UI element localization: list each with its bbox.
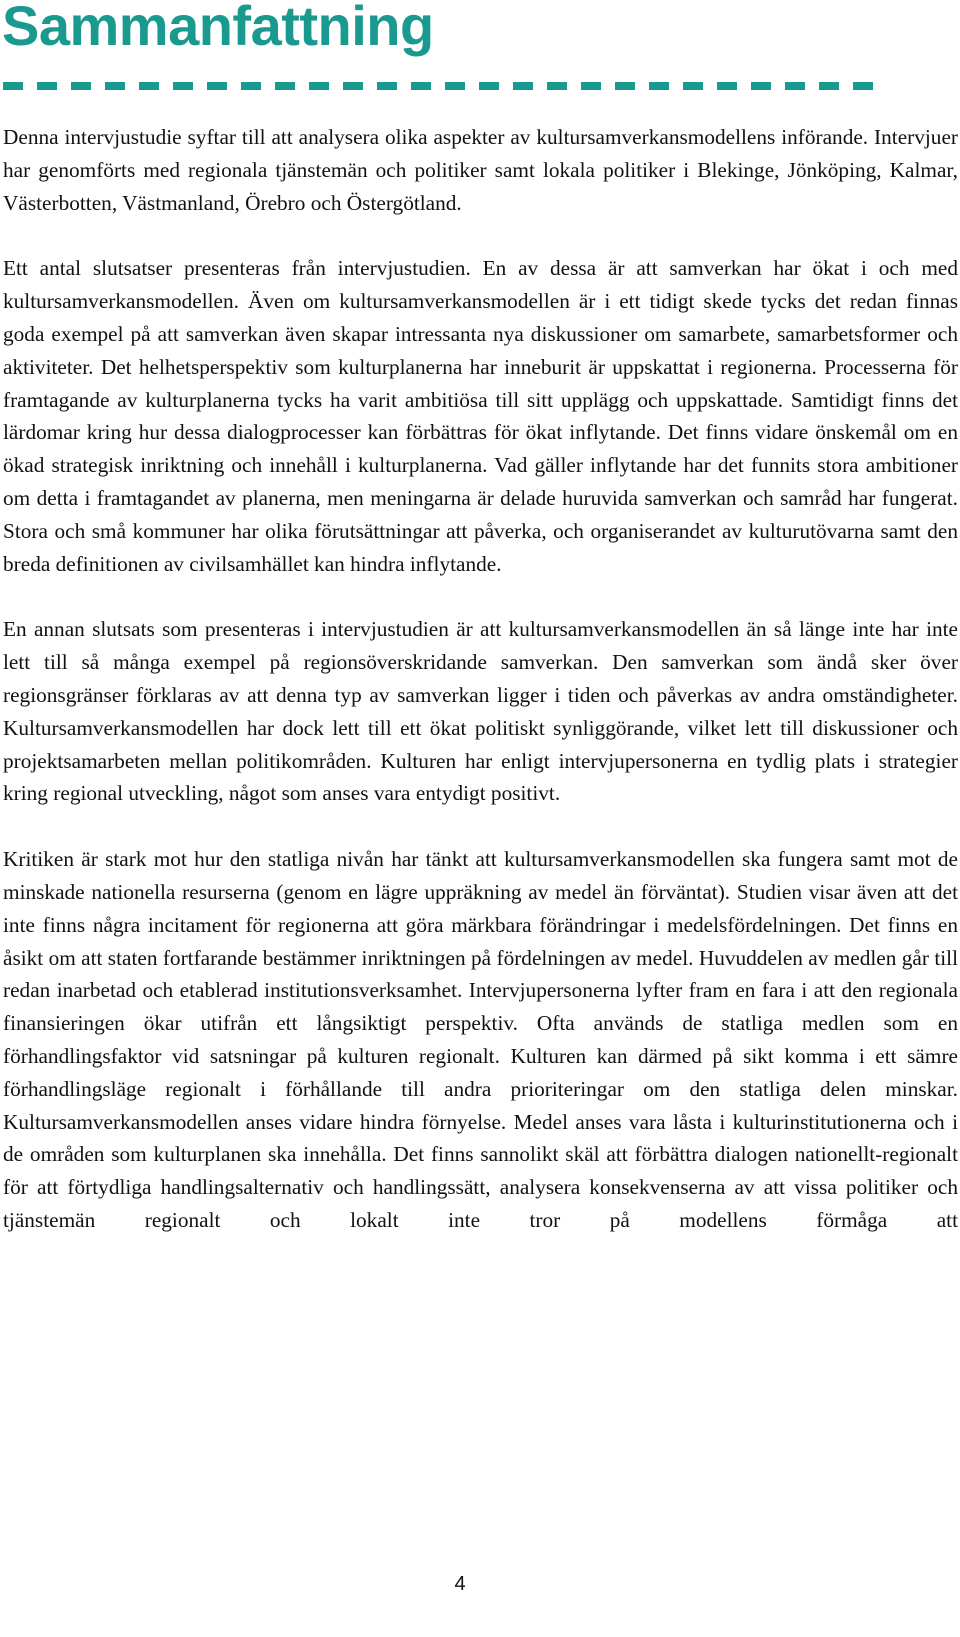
page-number: 4 [454, 1573, 466, 1595]
section-heading: Sammanfattning [2, 0, 434, 57]
paragraph-cross-regional: En annan slutsats som presenteras i intervjustudien är att kultursamverkansmodellen än så länge inte har inte lett till så många exempel på regionsöverskridande samverkan. Den samverkan som ändå sker över regionsgränser förklaras av att denna typ av samverkan ligger i tiden och påverkas av andra omständigheter. Kultursamverkansmodellen har dock lett till ett ökat politiskt synliggörande, vilket lett till diskussioner och projektsamarbeten mellan politikområden. Kulturen har enligt intervjupersonerna en tydlig plats i strategier kring regional utveckling, något som anses vara entydigt positivt. [3, 617, 958, 806]
body-text [3, 121, 958, 1237]
dashed-rule [3, 82, 883, 90]
paragraph-criticism: Kritiken är stark mot hur den statliga nivån har tänkt att kultursamverkansmodellen ska fungera samt mot de minskade nationella resurserna (genom en lägre uppräkning av medel än förväntat). Studien visar även att det inte finns några incitament för regionerna att göra märkbara förändringar i medelsfördelningen. Det finns en åsikt om att staten fortfarande bestämmer inriktningen på fördelningen av medel. Huvuddelen av medlen går till redan inarbetad och etablerad institutionsverksamhet. Intervjupersonerna lyfter fram en fara i att den regionala finansieringen ökar utifrån ett långsiktigt perspektiv. Ofta används de statliga medlen som en förhandlingsfaktor vid satsningar på kulturen regionalt. Kulturen kan därmed på sikt komma i ett sämre förhandlingsläge regionalt i förhållande till andra prioriteringar om den statliga delen minskar. Kultursamverkansmodellen anses vidare hindra förnyelse. Medel anses vara låsta i kulturinstitutionerna och i de områden som kulturplanen ska innehålla. Det finns sannolikt skäl att förbättra dialogen nationellt-regionalt för att förtydliga handlingsalternativ och handlingssätt, analysera konsekvenserna av att vissa politiker och tjänstemän regionalt och lokalt inte tror på modellens förmåga att [3, 847, 958, 1232]
paragraph-conclusions: Ett antal slutsatser presenteras från intervjustudien. En av dessa är att samverkan har ökat i och med kultursamverkansmodellen. Även om kultursamverkansmodellen är i ett tidigt skede tycks det redan finnas goda exempel på att samverkan även skapar intressanta nya diskussioner om samarbete, samarbetsformer och aktiviteter. Det helhetsperspektiv som kulturplanerna har inneburit är uppskattat i regionerna. Processerna för framtagande av kulturplanerna tycks ha varit ambitiösa till sitt upplägg och uppskattade. Samtidigt finns det lärdomar kring hur dessa dialogprocesser kan förbättras för ökat inflytande. Det finns vidare önskemål om en ökad strategisk inriktning och innehåll i kulturplanerna. Vad gäller inflytande har det funnits stora ambitioner om detta i framtagandet av planerna, men meningarna är delade huruvida samverkan och samråd har fungerat. Stora och små kommuner har olika förutsättningar att påverka, och organiserandet av kulturutövarna samt den breda definitionen av civilsamhället kan hindra inflytande. [3, 256, 958, 576]
paragraph-intro: Denna intervjustudie syftar till att analysera olika aspekter av kultursamverkansmodellens införande. Intervjuer har genomförts med regionala tjänstemän och politiker samt lokala politiker i Blekinge, Jönköping, Kalmar, Västerbotten, Västmanland, Örebro och Östergötland. [3, 125, 958, 215]
